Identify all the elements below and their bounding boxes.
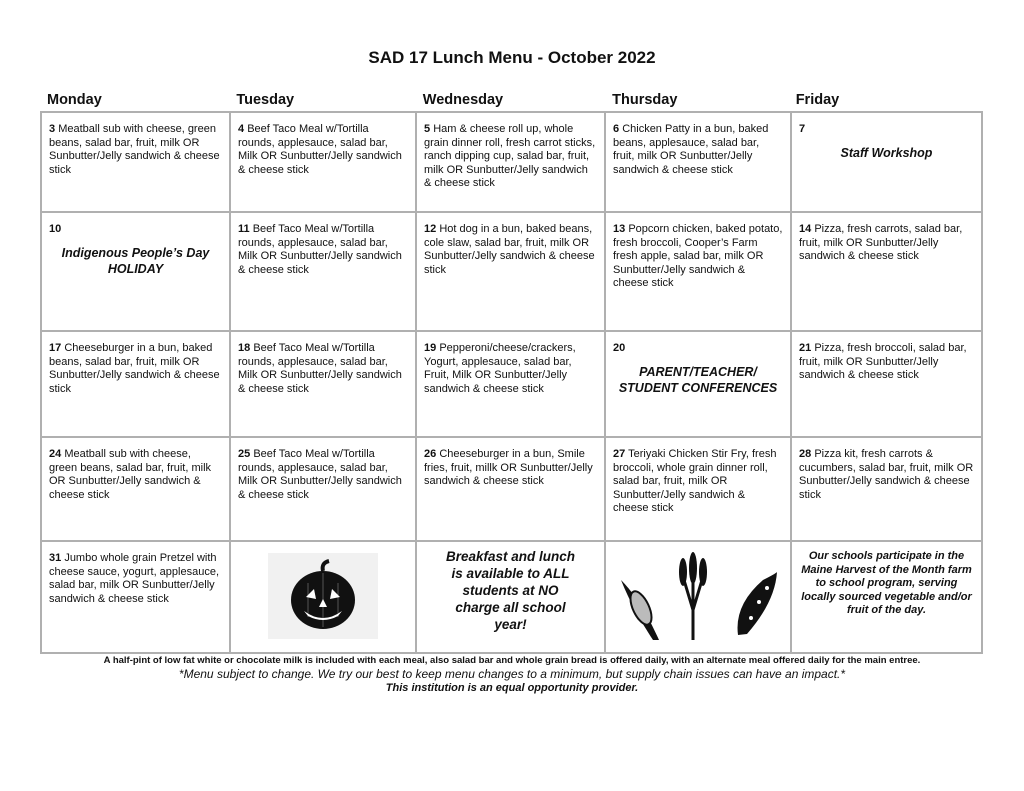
corn-wheat-bean-icon <box>613 550 783 642</box>
menu-text: Beef Taco Meal w/Tortilla rounds, applesauce, salad bar, Milk OR Sunbutter/Jelly sandwich & cheese stick <box>238 223 402 276</box>
day-cell <box>230 212 416 331</box>
special-event: Staff Workshop <box>840 145 933 160</box>
special-event: Indigenous People’s Day HOLIDAY <box>61 245 210 276</box>
day-number: 6 <box>613 123 620 135</box>
day-number: 28 <box>799 448 812 460</box>
day-number: 18 <box>238 342 251 354</box>
week-row-3 <box>41 331 982 437</box>
day-number: 10 <box>49 223 62 235</box>
day-number: 19 <box>424 342 437 354</box>
pumpkin-cell <box>230 541 416 653</box>
day-cell <box>41 112 230 212</box>
harvest-cell <box>791 541 982 653</box>
menu-text: Pepperoni/cheese/crackers, Yogurt, applesauce, salad bar, Fruit, Milk OR Sunbutter/Jelly sandwich & cheese stick <box>424 342 576 395</box>
jack-o-lantern-icon <box>238 550 408 642</box>
day-number: 31 <box>49 552 62 564</box>
harvest-note: Our schools participate in the Maine Harvest of the Month farm to school program, serving locally sourced vegetable and/or fruit of the day. <box>801 550 972 616</box>
day-cell <box>605 112 791 212</box>
day-number: 13 <box>613 223 626 235</box>
menu-text: Beef Taco Meal w/Tortilla rounds, applesauce, salad bar, Milk OR Sunbutter/Jelly sandwich & cheese stick <box>238 448 402 501</box>
day-cell <box>605 212 791 331</box>
day-number: 12 <box>424 223 437 235</box>
menu-text: Beef Taco Meal w/Tortilla rounds, applesauce, salad bar, Milk OR Sunbutter/Jelly sandwich & cheese stick <box>238 342 402 395</box>
free-meals-cell <box>416 541 605 653</box>
menu-text: Cheeseburger in a bun, baked beans, salad bar, fruit, milk OR Sunbutter/Jelly sandwich & cheese stick <box>49 342 220 395</box>
week-row-5 <box>41 541 982 653</box>
day-cell <box>605 331 791 437</box>
milk-note: A half-pint of low fat white or chocolate milk is included with each meal, also salad bar and whole grain bread is offered daily, with an alternate meal offered daily for the main entree. <box>103 655 921 666</box>
day-cell <box>416 331 605 437</box>
menu-text: Cheeseburger in a bun, Smile fries, fruit, millk OR Sunbutter/Jelly sandwich & cheese stick <box>424 448 593 487</box>
menu-text: Ham & cheese roll up, whole grain dinner roll, fresh carrot sticks, ranch dipping cup, salad bar, fruit, milk OR Sunbutter/Jelly sandwich & cheese stick <box>424 123 596 189</box>
day-number: 11 <box>238 223 250 235</box>
menu-text: Pizza, fresh broccoli, salad bar, fruit, milk OR Sunbutter/Jelly sandwich & cheese stick <box>799 342 967 381</box>
day-header-monday: Monday <box>47 92 102 108</box>
special-event: PARENT/TEACHER/ STUDENT CONFERENCES <box>618 364 778 395</box>
day-cell <box>41 437 230 541</box>
menu-text: Meatball sub with cheese, green beans, salad bar, fruit, milk OR Sunbutter/Jelly sandwich & cheese stick <box>49 448 212 501</box>
menu-text: Popcorn chicken, baked potato, fresh broccoli, Cooper’s Farm fresh apple, salad bar, milk OR Sunbutter/Jelly sandwich & cheese stick <box>613 223 783 289</box>
week-row-2 <box>41 212 982 331</box>
day-number: 5 <box>424 123 431 135</box>
day-cell <box>230 437 416 541</box>
harvest-image-cell <box>605 541 791 653</box>
menu-text: Chicken Patty in a bun, baked beans, applesauce, salad bar, fruit, milk OR Sunbutter/Jelly sandwich & cheese stick <box>613 123 769 176</box>
day-number: 25 <box>238 448 251 460</box>
week-row-4 <box>41 437 982 541</box>
day-number: 17 <box>49 342 62 354</box>
weekday-headers <box>40 92 980 108</box>
day-number: 26 <box>424 448 437 460</box>
day-cell <box>230 331 416 437</box>
day-number: 7 <box>799 123 806 135</box>
week-row-1 <box>41 112 982 212</box>
day-number: 4 <box>238 123 245 135</box>
day-header-friday: Friday <box>795 92 840 108</box>
day-header-wednesday: Wednesday <box>422 92 504 108</box>
day-number: 27 <box>613 448 626 460</box>
day-cell <box>41 541 230 653</box>
day-cell <box>791 112 982 212</box>
day-number: 3 <box>49 123 56 135</box>
page-title: SAD 17 Lunch Menu - October 2022 <box>368 48 656 67</box>
day-header-tuesday: Tuesday <box>236 92 295 108</box>
day-cell <box>791 212 982 331</box>
day-cell <box>416 437 605 541</box>
day-cell <box>416 112 605 212</box>
menu-text: Jumbo whole grain Pretzel with cheese sauce, yogurt, applesauce, salad bar, milk OR Sunbutter/Jelly sandwich & cheese stick <box>49 552 220 605</box>
day-cell <box>791 331 982 437</box>
day-cell <box>41 331 230 437</box>
day-number: 14 <box>799 223 812 235</box>
menu-calendar <box>40 111 983 654</box>
day-cell <box>230 112 416 212</box>
menu-text: Pizza kit, fresh carrots & cucumbers, salad bar, fruit, milk OR Sunbutter/Jelly sandwich & cheese stick <box>799 448 974 501</box>
menu-text: Beef Taco Meal w/Tortilla rounds, applesauce, salad bar, Milk OR Sunbutter/Jelly sandwich & cheese stick <box>238 123 402 176</box>
menu-text: Meatball sub with cheese, green beans, salad bar, fruit, milk OR Sunbutter/Jelly sandwich & cheese stick <box>49 123 220 176</box>
day-number: 24 <box>49 448 62 460</box>
day-number: 21 <box>799 342 812 354</box>
day-cell <box>605 437 791 541</box>
day-cell <box>416 212 605 331</box>
day-cell <box>41 212 230 331</box>
menu-change-note: *Menu subject to change. We try our best to keep menu changes to a minimum, but supply chain issues can have an impact.* <box>178 667 846 681</box>
menu-text: Hot dog in a bun, baked beans, cole slaw, salad bar, fruit, milk OR Sunbutter/Jelly sandwich & cheese stick <box>424 223 595 276</box>
free-meals-note: Breakfast and lunch is available to ALL students at NO charge all school year! <box>445 549 576 632</box>
menu-text: Teriyaki Chicken Stir Fry, fresh broccoli, whole grain dinner roll, salad bar, fruit, milk OR Sunbutter/Jelly sandwich & cheese stick <box>613 448 777 514</box>
equal-opportunity-note: This institution is an equal opportunity provider. <box>385 682 639 694</box>
day-header-thursday: Thursday <box>612 92 678 108</box>
day-cell <box>791 437 982 541</box>
menu-text: Pizza, fresh carrots, salad bar, fruit, milk OR Sunbutter/Jelly sandwich & cheese stick <box>799 223 963 262</box>
day-number: 20 <box>613 342 626 354</box>
